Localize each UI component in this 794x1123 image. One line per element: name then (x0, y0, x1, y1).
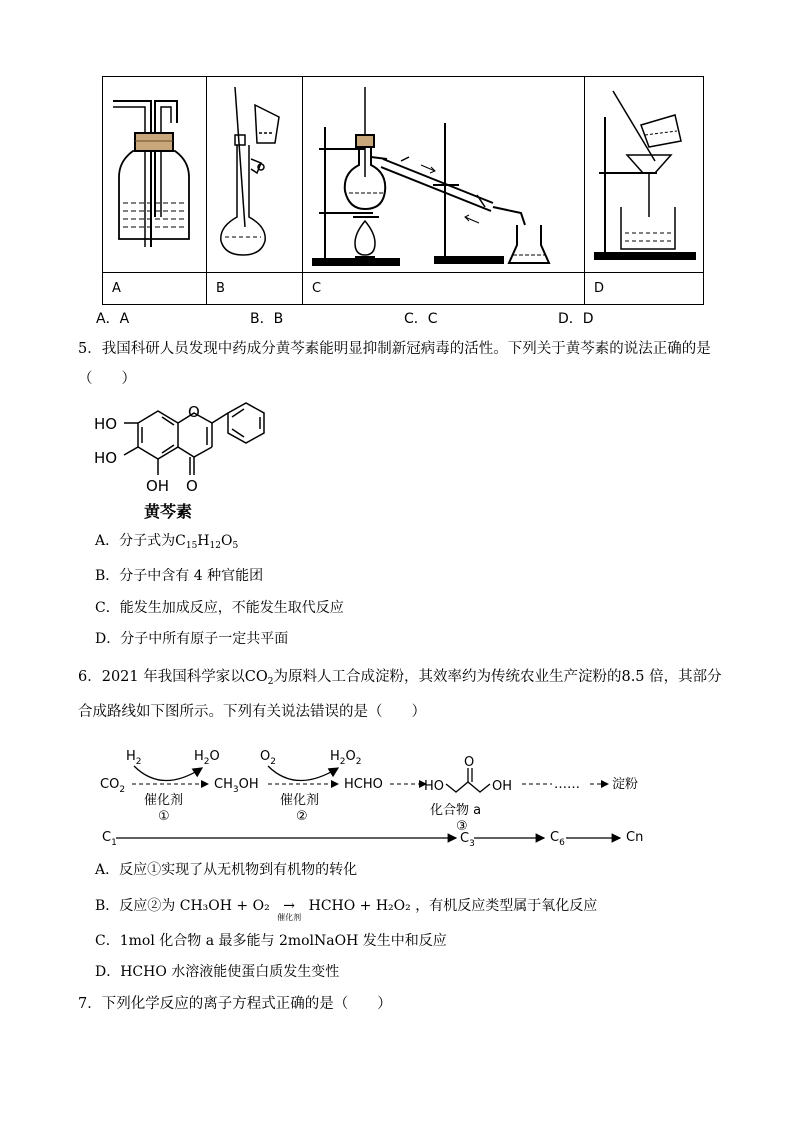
structure-ho-1: HO (94, 415, 118, 433)
baicalein-structure (90, 395, 290, 525)
q6-stem-line2: 合成路线如下图所示。下列有关说法错误的是（ ） (78, 704, 426, 720)
svg-text:C6: $C_6$ (550, 830, 565, 848)
q5-option-c[interactable]: C．能发生加成反应，不能发生取代反应 (95, 600, 344, 616)
scheme-keto-o: O (464, 755, 475, 770)
apparatus-table (102, 76, 704, 305)
apparatus-label-d: D (585, 273, 704, 305)
scheme-hcho: HCHO (344, 777, 383, 792)
structure-ho-2: HO (94, 449, 118, 467)
structure-carbonyl-o: O (186, 477, 198, 495)
synthesis-route-scheme (90, 738, 670, 850)
scheme-starch: 淀粉 (612, 777, 639, 792)
filtration-apparatus-figure (585, 77, 703, 268)
structure-name: 黄芩素 (144, 502, 193, 521)
apparatus-c-cell (303, 77, 585, 273)
gas-washing-bottle-figure (103, 77, 206, 268)
scheme-cat1: 催化剂 (144, 793, 184, 808)
q5-stem-line2: （ ） (78, 371, 136, 387)
scheme-cat2: 催化剂 (280, 793, 320, 808)
q4-option-a[interactable]: A．A (96, 311, 130, 327)
scheme-compound-a: 化合物 a (430, 803, 482, 818)
structure-oh: OH (146, 477, 170, 495)
apparatus-label-b: B (207, 273, 303, 305)
svg-text:O2: $O_2$ (260, 749, 276, 767)
volumetric-flask-figure (207, 77, 302, 268)
scheme-step1: ① (158, 809, 170, 824)
q6-stem-line1: 6．2021 年我国科学家以$CO_2$为原料人工合成淀粉，其效率约为传统农业生产淀粉的8.5 倍，其部分 (78, 669, 722, 687)
scheme-step3: ③ (456, 819, 468, 834)
scheme-ho: HO (424, 779, 445, 794)
apparatus-a-cell (103, 77, 207, 273)
q4-option-c[interactable]: C．C (404, 311, 438, 327)
apparatus-label-c: C (303, 273, 585, 305)
svg-text:H2: $H_2$ (126, 749, 142, 767)
q4-option-d[interactable]: D．D (558, 311, 594, 327)
q6-option-a[interactable]: A．反应①实现了从无机物到有机物的转化 (95, 862, 358, 878)
q6-option-b[interactable]: B．反应②为 CH₃OH + O₂ → 催化剂 HCHO + H₂O₂ ，有机反应类型属于氧化反应 (95, 898, 598, 922)
scheme-cn: Cn (626, 830, 644, 845)
apparatus-d-cell (585, 77, 704, 273)
svg-text:H2O2: $H_2O_2$ (330, 749, 362, 767)
scheme-dots: …… (554, 777, 580, 792)
svg-text:C3: $C_3$ (460, 831, 475, 849)
scheme-oh: OH (492, 779, 513, 794)
q7-stem: 7．下列化学反应的离子方程式正确的是（ ） (78, 996, 392, 1012)
q5-option-d[interactable]: D．分子中所有原子一定共平面 (95, 631, 289, 647)
apparatus-label-a: A (103, 273, 207, 305)
q6-option-c[interactable]: C．1mol 化合物 a 最多能与 2molNaOH 发生中和反应 (95, 933, 447, 949)
svg-text:CH3OH: $CH_3OH$ (214, 777, 259, 795)
structure-ring-o: O (188, 403, 200, 421)
q5-option-a[interactable]: A．分子式为$C_{15}H_{12}O_5$ (95, 533, 239, 551)
apparatus-b-cell (207, 77, 303, 273)
q5-option-b[interactable]: B．分子中含有 4 种官能团 (95, 568, 264, 584)
catalyst-arrow: → 催化剂 (277, 898, 302, 922)
distillation-apparatus-figure (303, 77, 584, 268)
q5-stem-line1: 5．我国科研人员发现中药成分黄芩素能明显抑制新冠病毒的活性。下列关于黄芩素的说法正确的是 (78, 341, 711, 357)
svg-text:CO2: $CO_2$ (100, 777, 126, 795)
scheme-step2: ② (296, 809, 308, 824)
q6-option-d[interactable]: D．HCHO 水溶液能使蛋白质发生变性 (95, 964, 340, 980)
svg-text:C1: $C_1$ (102, 830, 117, 848)
q4-option-b[interactable]: B．B (250, 311, 284, 327)
svg-text:H2O: $H_2O$ (194, 749, 220, 767)
